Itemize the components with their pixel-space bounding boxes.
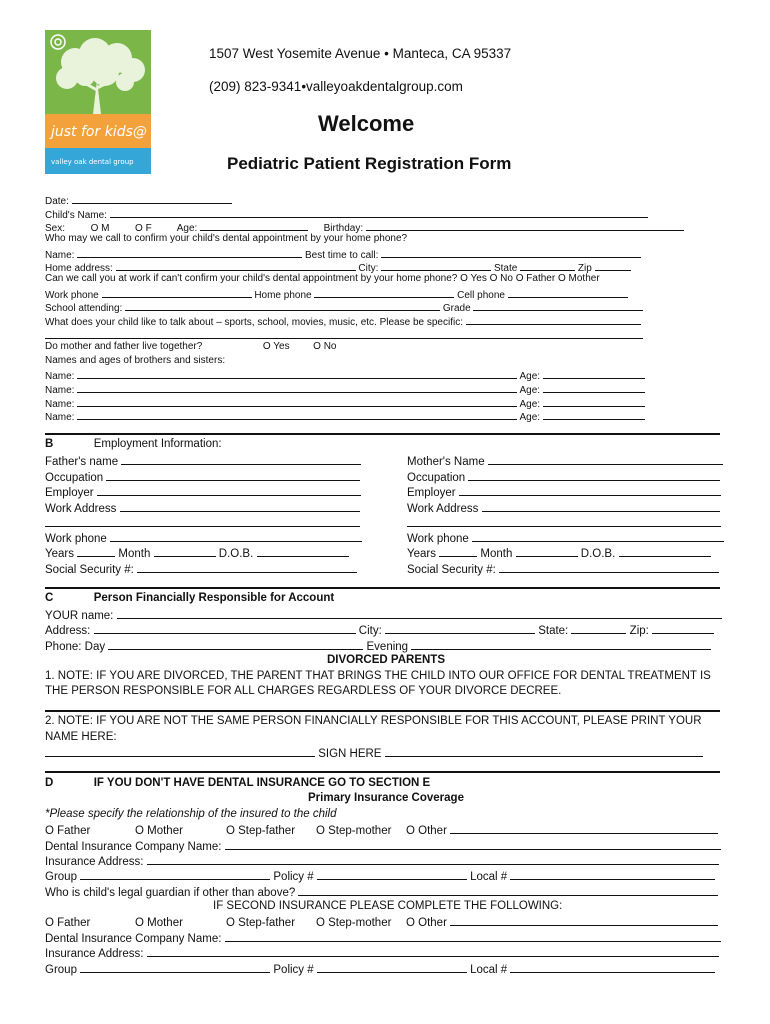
phone-day-label: Phone: Day bbox=[45, 641, 106, 653]
form-title: Pediatric Patient Registration Form bbox=[227, 154, 512, 173]
guardian-label: Who is child's legal guardian if other than above? bbox=[45, 887, 296, 899]
cell-phone-field[interactable] bbox=[508, 287, 628, 298]
childs-name-field[interactable] bbox=[110, 207, 648, 218]
mother-work-phone-label: Work phone bbox=[407, 533, 469, 545]
live-together-row bbox=[45, 341, 337, 352]
note1-line1: 1. NOTE: IF YOU ARE DIVORCED, THE PARENT THAT BRINGS THE CHILD INTO OUR OFFICE FOR DENTAL TREATMENT IS bbox=[45, 670, 711, 682]
father-years-field[interactable] bbox=[77, 546, 115, 557]
father-employer-field[interactable] bbox=[97, 485, 361, 496]
section-divider bbox=[45, 587, 720, 589]
birthday-label: Birthday: bbox=[323, 223, 364, 234]
sibling-name-field[interactable] bbox=[77, 409, 517, 420]
mother-work-phone-field[interactable] bbox=[472, 531, 724, 542]
mothers-name-field[interactable] bbox=[488, 454, 723, 465]
fathers-name-field[interactable] bbox=[121, 454, 361, 465]
sibling-name-field[interactable] bbox=[77, 382, 517, 393]
zip-field[interactable] bbox=[595, 260, 631, 271]
responsible-city-field[interactable] bbox=[385, 623, 535, 634]
home-address-field[interactable] bbox=[116, 260, 356, 271]
your-name-field[interactable] bbox=[117, 608, 722, 619]
sign-here-label: SIGN HERE bbox=[318, 748, 382, 760]
mother-work-address-label: Work Address bbox=[407, 503, 479, 515]
section-divider bbox=[45, 771, 720, 773]
childs-name-label: Child's Name: bbox=[45, 210, 107, 221]
stepfather-option[interactable]: O Step-father bbox=[226, 825, 296, 837]
work-phone-field[interactable] bbox=[102, 287, 252, 298]
group-field[interactable] bbox=[80, 869, 270, 880]
mother-dob-field[interactable] bbox=[619, 546, 711, 557]
local-label: Local # bbox=[470, 871, 508, 883]
mothers-name-label: Mother's Name bbox=[407, 456, 485, 468]
section-c-letter: C bbox=[45, 592, 54, 604]
home-address-label: Home address: bbox=[45, 263, 113, 274]
sibling-name-label: Name: bbox=[45, 385, 75, 396]
mother-work-address-field[interactable] bbox=[482, 501, 720, 512]
father-work-phone-field[interactable] bbox=[110, 531, 362, 542]
company-label: Dental Insurance Company Name: bbox=[45, 933, 222, 945]
primary-relationship-row bbox=[45, 823, 718, 837]
responsible-address-label: Address: bbox=[45, 625, 91, 637]
mother-option[interactable]: O Mother bbox=[135, 825, 183, 837]
sex-label: Sex: bbox=[45, 223, 66, 234]
section-c-header bbox=[45, 592, 334, 604]
talk-about-row bbox=[45, 314, 641, 328]
other-option[interactable]: O Other bbox=[406, 825, 447, 837]
insurance-address-field[interactable] bbox=[147, 854, 719, 865]
insurance-address-row bbox=[45, 854, 719, 868]
primary-insurance-heading bbox=[308, 792, 464, 804]
mother-years-label: Years bbox=[407, 548, 436, 560]
cell-phone-label: Cell phone bbox=[457, 290, 505, 301]
mother-option[interactable]: O Mother bbox=[135, 917, 183, 929]
policy-label: Policy # bbox=[273, 871, 314, 883]
mother-years-row bbox=[407, 546, 711, 560]
siblings-label: Names and ages of brothers and sisters: bbox=[45, 355, 226, 366]
note2-line2: NAME HERE: bbox=[45, 731, 117, 743]
policy-label: Policy # bbox=[273, 964, 314, 976]
father-work-address-row-2 bbox=[45, 516, 360, 530]
father-occupation-field[interactable] bbox=[106, 470, 360, 481]
valley-oak-logo bbox=[45, 30, 151, 174]
relationship-note: *Please specify the relationship of the insured to the child bbox=[45, 808, 337, 820]
section-b-header bbox=[45, 438, 222, 450]
phone-day-field[interactable] bbox=[108, 639, 363, 650]
live-together-no[interactable]: O No bbox=[313, 341, 337, 352]
sex-row bbox=[45, 220, 684, 234]
mother-work-address-row-2 bbox=[407, 516, 721, 530]
secondary-relationship-row bbox=[45, 915, 718, 929]
responsible-address-row bbox=[45, 623, 714, 637]
mother-employer-label: Employer bbox=[407, 487, 456, 499]
sibling-row bbox=[45, 409, 645, 423]
sibling-row bbox=[45, 368, 645, 382]
responsible-phone-row bbox=[45, 639, 711, 653]
sibling-name-label: Name: bbox=[45, 412, 75, 423]
logo-text: just for kids@ bbox=[51, 124, 147, 140]
work-call-question: Can we call you at work if can't confirm your child's dental appointment by your home phone? O Yes O No O Father O Mother bbox=[45, 273, 600, 284]
sibling-age-label: Age: bbox=[519, 385, 541, 396]
sibling-name-field[interactable] bbox=[77, 368, 517, 379]
state-field[interactable] bbox=[520, 260, 575, 271]
mother-ssn-label: Social Security #: bbox=[407, 564, 496, 576]
confirm-question: Who may we call to confirm your child's dental appointment by your home phone? bbox=[45, 233, 408, 244]
best-time-label: Best time to call: bbox=[305, 250, 379, 261]
zip-label: Zip bbox=[577, 263, 592, 274]
sibling-name-label: Name: bbox=[45, 371, 75, 382]
company-field[interactable] bbox=[225, 839, 721, 850]
sibling-age-label: Age: bbox=[519, 412, 541, 423]
talk-about-field[interactable] bbox=[466, 314, 641, 325]
stepmother-option[interactable]: O Step-mother bbox=[316, 825, 392, 837]
insurance-address-row-2 bbox=[45, 946, 719, 960]
company-row-2 bbox=[45, 931, 721, 945]
mother-dob-label: D.O.B. bbox=[580, 548, 616, 560]
contact-name-row bbox=[45, 247, 641, 261]
father-employer-row bbox=[45, 485, 361, 499]
mother-month-field[interactable] bbox=[516, 546, 578, 557]
mother-name-row bbox=[407, 454, 723, 468]
other-option[interactable]: O Other bbox=[406, 917, 447, 929]
talk-about-label: What does your child like to talk about – sports, school, movies, music, etc. Please be specific: bbox=[45, 317, 463, 328]
phones-row bbox=[45, 287, 628, 301]
your-name-label: YOUR name: bbox=[45, 610, 114, 622]
sign-row bbox=[45, 746, 703, 760]
father-ssn-label: Social Security #: bbox=[45, 564, 134, 576]
talk-about-field-2[interactable] bbox=[45, 328, 643, 339]
guardian-row bbox=[45, 885, 718, 899]
birthday-field[interactable] bbox=[366, 220, 684, 231]
grade-field[interactable] bbox=[473, 300, 643, 311]
age-field[interactable] bbox=[200, 220, 308, 231]
second-insurance-heading: IF SECOND INSURANCE PLEASE COMPLETE THE FOLLOWING: bbox=[213, 900, 563, 912]
divorced-parents-heading bbox=[327, 654, 445, 666]
group-row-2 bbox=[45, 962, 715, 976]
contact-name-field[interactable] bbox=[77, 247, 302, 258]
date-row bbox=[45, 193, 232, 207]
date-field[interactable] bbox=[72, 193, 232, 204]
father-dob-field[interactable] bbox=[257, 546, 349, 557]
section-c-heading: Person Financially Responsible for Account bbox=[93, 592, 335, 604]
local-label: Local # bbox=[470, 964, 508, 976]
other-field[interactable] bbox=[450, 823, 718, 834]
print-name-field[interactable] bbox=[45, 746, 315, 757]
note2-line1: 2. NOTE: IF YOU ARE NOT THE SAME PERSON FINANCIALLY RESPONSIBLE FOR THIS ACCOUNT, PLEASE PRINT YOUR bbox=[45, 715, 702, 727]
guardian-field[interactable] bbox=[298, 885, 718, 896]
mother-occupation-row bbox=[407, 470, 720, 484]
company-row bbox=[45, 839, 721, 853]
home-address-row bbox=[45, 260, 631, 274]
age-label: Age: bbox=[176, 223, 198, 234]
welcome-heading: Welcome bbox=[318, 111, 415, 136]
home-phone-label: Home phone bbox=[254, 290, 312, 301]
section-d-header bbox=[45, 777, 430, 789]
school-row bbox=[45, 300, 643, 314]
local-field[interactable] bbox=[510, 869, 715, 880]
responsible-address-field[interactable] bbox=[94, 623, 356, 634]
policy-field[interactable] bbox=[317, 962, 467, 973]
best-time-field[interactable] bbox=[381, 247, 641, 258]
talk-about-row-2 bbox=[45, 328, 643, 342]
school-label: School attending: bbox=[45, 303, 123, 314]
office-contact: (209) 823-9341•valleyoakdentalgroup.com bbox=[209, 79, 463, 94]
father-option[interactable]: O Father bbox=[45, 917, 91, 929]
father-dob-label: D.O.B. bbox=[218, 548, 254, 560]
father-work-phone-label: Work phone bbox=[45, 533, 107, 545]
work-phone-label: Work phone bbox=[45, 290, 99, 301]
mother-month-label: Month bbox=[480, 548, 513, 560]
father-work-address-field[interactable] bbox=[120, 501, 360, 512]
sibling-name-field[interactable] bbox=[77, 396, 517, 407]
insurance-address-field[interactable] bbox=[147, 946, 719, 957]
father-option[interactable]: O Father bbox=[45, 825, 91, 837]
note1-line2: THE PERSON RESPONSIBLE FOR ALL CHARGES REGARDLESS OF YOUR DIVORCE DECREE. bbox=[45, 685, 562, 697]
grade-label: Grade bbox=[442, 303, 471, 314]
responsible-zip-field[interactable] bbox=[652, 623, 714, 634]
sibling-name-label: Name: bbox=[45, 399, 75, 410]
state-label: State bbox=[493, 263, 518, 274]
father-years-row bbox=[45, 546, 349, 560]
section-divider bbox=[45, 433, 720, 435]
company-field[interactable] bbox=[225, 931, 721, 942]
city-field[interactable] bbox=[381, 260, 491, 271]
sibling-row bbox=[45, 396, 645, 410]
group-row bbox=[45, 869, 715, 883]
mother-employer-field[interactable] bbox=[459, 485, 721, 496]
father-ssn-row bbox=[45, 562, 357, 576]
father-month-field[interactable] bbox=[154, 546, 216, 557]
contact-name-label: Name: bbox=[45, 250, 75, 261]
date-label: Date: bbox=[45, 196, 69, 207]
phone-evening-label: Evening bbox=[366, 641, 409, 653]
phone-evening-field[interactable] bbox=[411, 639, 711, 650]
group-field[interactable] bbox=[80, 962, 270, 973]
policy-field[interactable] bbox=[317, 869, 467, 880]
responsible-state-field[interactable] bbox=[571, 623, 626, 634]
logo-subtext: valley oak dental group bbox=[51, 158, 134, 166]
father-employer-label: Employer bbox=[45, 487, 94, 499]
sibling-age-field[interactable] bbox=[543, 382, 645, 393]
section-d-letter: D bbox=[45, 777, 54, 789]
father-month-label: Month bbox=[118, 548, 151, 560]
school-field[interactable] bbox=[125, 300, 440, 311]
live-together-label: Do mother and father live together? bbox=[45, 341, 203, 352]
fathers-name-label: Father's name bbox=[45, 456, 119, 468]
father-occupation-row bbox=[45, 470, 360, 484]
mother-employer-row bbox=[407, 485, 721, 499]
father-work-address-field-2[interactable] bbox=[45, 516, 360, 527]
mother-work-phone-row bbox=[407, 531, 724, 545]
local-field[interactable] bbox=[510, 962, 715, 973]
city-label: City: bbox=[358, 263, 379, 274]
responsible-zip-label: Zip: bbox=[629, 625, 649, 637]
insurance-address-label: Insurance Address: bbox=[45, 856, 144, 868]
insurance-address-label: Insurance Address: bbox=[45, 948, 144, 960]
company-label: Dental Insurance Company Name: bbox=[45, 841, 222, 853]
responsible-state-label: State: bbox=[538, 625, 569, 637]
section-divider bbox=[45, 710, 720, 712]
mother-years-field[interactable] bbox=[439, 546, 477, 557]
father-ssn-field[interactable] bbox=[137, 562, 357, 573]
divorced-parents-text: DIVORCED PARENTS bbox=[327, 654, 445, 666]
father-years-label: Years bbox=[45, 548, 74, 560]
home-phone-field[interactable] bbox=[314, 287, 454, 298]
sibling-age-field[interactable] bbox=[543, 368, 645, 379]
father-work-address-label: Work Address bbox=[45, 503, 117, 515]
your-name-row bbox=[45, 608, 722, 622]
father-work-phone-row bbox=[45, 531, 362, 545]
sibling-row bbox=[45, 382, 645, 396]
mother-work-address-field-2[interactable] bbox=[407, 516, 721, 527]
signature-field[interactable] bbox=[385, 746, 703, 757]
mother-work-address-row bbox=[407, 501, 720, 515]
primary-insurance-text: Primary Insurance Coverage bbox=[308, 792, 464, 804]
sibling-age-field[interactable] bbox=[543, 396, 645, 407]
office-address: 1507 West Yosemite Avenue • Manteca, CA 95337 bbox=[209, 46, 512, 61]
group-label: Group bbox=[45, 964, 77, 976]
section-d-heading: IF YOU DON'T HAVE DENTAL INSURANCE GO TO SECTION E bbox=[93, 777, 431, 789]
section-b-heading: Employment Information: bbox=[93, 438, 222, 450]
mother-occupation-field[interactable] bbox=[468, 470, 720, 481]
father-name-row bbox=[45, 454, 361, 468]
other-field[interactable] bbox=[450, 915, 718, 926]
mother-ssn-field[interactable] bbox=[499, 562, 719, 573]
group-label: Group bbox=[45, 871, 77, 883]
male-option[interactable]: O M bbox=[90, 223, 110, 234]
female-option[interactable]: O F bbox=[135, 223, 152, 234]
section-b-letter: B bbox=[45, 438, 54, 450]
live-together-yes[interactable]: O Yes bbox=[262, 341, 290, 352]
sibling-age-label: Age: bbox=[519, 399, 541, 410]
stepmother-option[interactable]: O Step-mother bbox=[316, 917, 392, 929]
father-work-address-row bbox=[45, 501, 360, 515]
sibling-age-field[interactable] bbox=[543, 409, 645, 420]
childs-name-row bbox=[45, 207, 648, 221]
mother-ssn-row bbox=[407, 562, 719, 576]
stepfather-option[interactable]: O Step-father bbox=[226, 917, 296, 929]
responsible-city-label: City: bbox=[358, 625, 382, 637]
father-occupation-label: Occupation bbox=[45, 472, 104, 484]
mother-occupation-label: Occupation bbox=[407, 472, 466, 484]
sibling-age-label: Age: bbox=[519, 371, 541, 382]
